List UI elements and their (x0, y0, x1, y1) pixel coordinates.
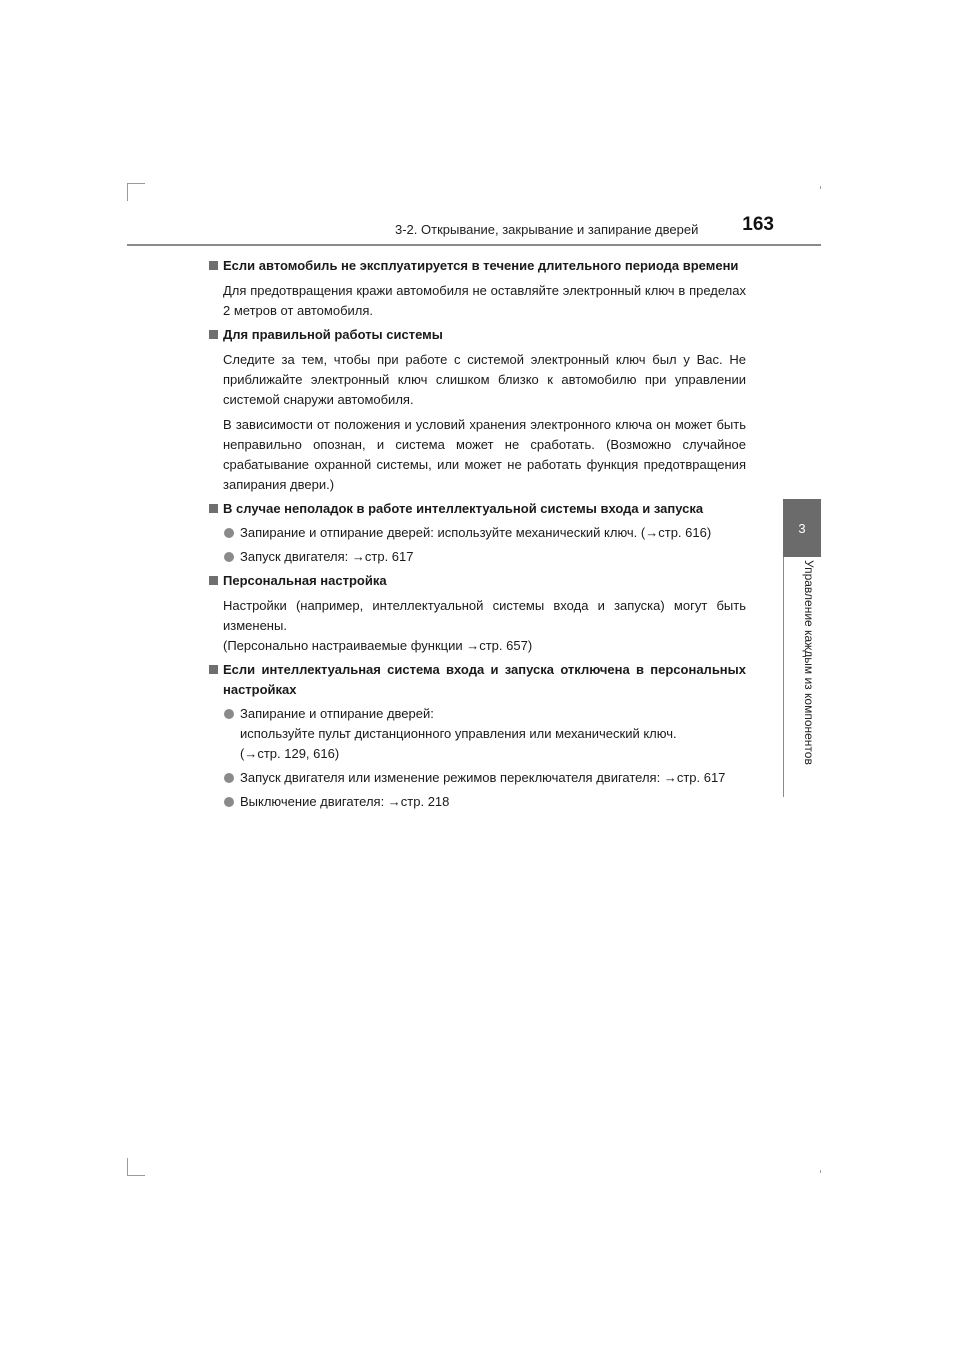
section-heading: Для правильной работы системы (208, 325, 746, 345)
paragraph: Настройки (например, интеллектуальной системы входа и запуска) могут быть изменены. (Персонально настраиваемые функции →стр. 657) (223, 598, 746, 653)
crop-mark-bottom-right (820, 1170, 821, 1173)
list-item: Выключение двигателя: →стр. 218 (208, 792, 746, 812)
square-bullet-icon (209, 576, 218, 585)
section-heading: В случае неполадок в работе интеллектуальной системы входа и запуска (208, 499, 746, 519)
chapter-tab (783, 499, 821, 557)
round-bullet-icon (224, 797, 234, 807)
round-bullet-icon (224, 528, 234, 538)
list-item: Запуск двигателя или изменение режимов переключателя двигателя: →стр. 617 (208, 768, 746, 788)
crop-mark-bottom-left-h (127, 1175, 145, 1176)
crop-mark-top-left-v (127, 183, 128, 201)
round-bullet-icon (224, 709, 234, 719)
round-bullet-icon (224, 773, 234, 783)
side-rule (783, 557, 784, 797)
paragraph: Для предотвращения кражи автомобиля не оставляйте электронный ключ в пределах 2 метров от автомобиля. (223, 283, 746, 318)
section-heading: Персональная настройка (208, 571, 746, 591)
section-title: 3-2. Открывание, закрывание и запирание дверей (395, 222, 699, 237)
header-rule (127, 244, 821, 246)
list-item: Запирание и отпирание дверей: используйте пульт дистанционного управления или механический ключ. (→стр. 129, 616) (208, 704, 746, 764)
crop-mark-bottom-left-v (127, 1158, 128, 1176)
square-bullet-icon (209, 504, 218, 513)
page-number: 163 (742, 214, 774, 235)
round-bullet-icon (224, 552, 234, 562)
chapter-number: 3 (798, 520, 806, 536)
section-heading: Если автомобиль не эксплуатируется в течение длительного периода времени (208, 256, 746, 276)
crop-mark-top-left-h (127, 183, 145, 184)
list-item: Запирание и отпирание дверей: используйте механический ключ. (→стр. 616) (208, 523, 746, 543)
crop-mark-top-right (820, 186, 821, 189)
square-bullet-icon (209, 330, 218, 339)
square-bullet-icon (209, 261, 218, 270)
paragraph: В зависимости от положения и условий хранения электронного ключа он может быть неправильно опознан, и система может не сработать. (Возможно случайное срабатывание охранной системы, или может не работать функция предотвращения запирания двери.) (223, 417, 746, 492)
list-item: Запуск двигателя: →стр. 617 (208, 547, 746, 567)
chapter-label: Управление каждым из компонентов (802, 560, 816, 765)
page-content (208, 256, 746, 812)
section-heading: Если интеллектуальная система входа и запуска отключена в персональных настройках (208, 660, 746, 700)
square-bullet-icon (209, 665, 218, 674)
paragraph: Следите за тем, чтобы при работе с системой электронный ключ был у Вас. Не приближайте электронный ключ слишком близко к автомобилю при управлении системой снаружи автомобиля. (223, 352, 746, 407)
